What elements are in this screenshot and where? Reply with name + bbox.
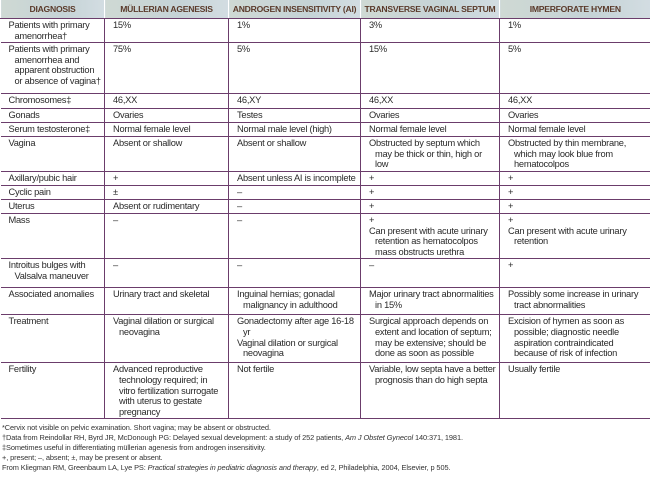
table-cell — [105, 137, 229, 172]
row-label — [1, 123, 105, 137]
cell-text: Absent or shallow — [233, 138, 357, 149]
table-cell — [361, 171, 500, 185]
row-label — [1, 19, 105, 43]
cell-text: Ovaries — [109, 110, 225, 121]
cell-text: Serum testosterone‡ — [5, 124, 102, 135]
table-cell — [229, 213, 361, 258]
cell-text: Patients with primary amenorrhea and apparent obstruction or absence of vagina† — [5, 44, 102, 86]
table-cell — [361, 123, 500, 137]
cell-text: Chromosomes‡ — [5, 95, 102, 106]
table-cell — [361, 137, 500, 172]
row-label — [1, 185, 105, 199]
table-cell — [229, 363, 361, 419]
footnote: ‡Sometimes useful in differentiating müllerian agenesis from androgen insensitivity. — [2, 443, 648, 453]
cell-text: + — [365, 201, 496, 212]
table-row — [1, 171, 650, 185]
cell-text: Gonads — [5, 110, 102, 121]
row-label — [1, 43, 105, 94]
column-header: ANDROGEN INSENSITIVITY (AI) — [229, 0, 361, 19]
cell-text: Vagina — [5, 138, 102, 149]
cell-text: Patients with primary amenorrhea† — [5, 20, 102, 41]
cell-text: Not fertile — [233, 364, 357, 375]
table-cell — [500, 363, 650, 419]
cell-text: + — [504, 215, 648, 226]
table-row — [1, 363, 650, 419]
cell-text: + — [504, 187, 648, 198]
table-cell — [361, 363, 500, 419]
row-label — [1, 94, 105, 109]
table-cell — [229, 199, 361, 213]
footnote-text: , ed 2, Philadelphia, 2004, Elsevier, p 505. — [317, 463, 451, 472]
table-row — [1, 137, 650, 172]
table-cell — [361, 315, 500, 363]
table-row — [1, 213, 650, 258]
cell-text: + — [504, 173, 648, 184]
cell-text: ± — [109, 187, 225, 198]
cell-text: 5% — [504, 44, 648, 55]
table-cell — [500, 288, 650, 315]
cell-text: + — [504, 260, 648, 271]
cell-text: Introitus bulges with Valsalva maneuver — [5, 260, 102, 281]
footnote-text: †Data from Reindollar RH, Byrd JR, McDonough PG: Delayed sexual development: a study of 252 patients, — [2, 433, 345, 442]
cell-text: 15% — [109, 20, 225, 31]
cell-text: + — [504, 201, 648, 212]
table-cell — [229, 43, 361, 94]
table-cell — [105, 288, 229, 315]
cell-text: 46,XX — [365, 95, 496, 106]
footnote — [2, 433, 648, 443]
cell-text: Advanced reproductive technology required; in vitro fertilization surrogate with uterus to gestate pregnancy — [109, 364, 225, 417]
cell-text: – — [109, 260, 225, 271]
table-row — [1, 109, 650, 123]
row-label — [1, 171, 105, 185]
table-cell — [500, 213, 650, 258]
cell-text: – — [365, 260, 496, 271]
table-row — [1, 123, 650, 137]
cell-text: Cyclic pain — [5, 187, 102, 198]
table-cell — [105, 259, 229, 288]
column-header: MÜLLERIAN AGENESIS — [105, 0, 229, 19]
table-cell — [361, 109, 500, 123]
table-cell — [500, 185, 650, 199]
footnotes — [0, 419, 650, 477]
cell-text: 46,XX — [109, 95, 225, 106]
table-cell — [229, 19, 361, 43]
table-cell — [229, 171, 361, 185]
table-cell — [361, 185, 500, 199]
cell-text: – — [233, 215, 357, 226]
cell-text: Urinary tract and skeletal — [109, 289, 225, 300]
footnote-text: 140:371, 1981. — [413, 433, 463, 442]
table-cell — [105, 43, 229, 94]
table-cell — [105, 185, 229, 199]
table-cell — [500, 199, 650, 213]
table-cell — [105, 19, 229, 43]
cell-text: Normal female level — [109, 124, 225, 135]
cell-text: Major urinary tract abnormalities in 15% — [365, 289, 496, 310]
cell-text: Obstructed by thin membrane, which may look blue from hematocolpos — [504, 138, 648, 170]
table-cell — [500, 259, 650, 288]
table-row — [1, 288, 650, 315]
cell-text: Obstructed by septum which may be thick or thin, high or low — [365, 138, 496, 170]
cell-text: 5% — [233, 44, 357, 55]
table-cell — [500, 109, 650, 123]
cell-text: 15% — [365, 44, 496, 55]
cell-text: Ovaries — [365, 110, 496, 121]
footnote: *Cervix not visible on pelvic examination. Short vagina; may be absent or obstructed. — [2, 423, 648, 433]
table-row — [1, 185, 650, 199]
cell-text: Testes — [233, 110, 357, 121]
cell-text: 1% — [233, 20, 357, 31]
footnote: +, present; –, absent; ±, may be present or absent. — [2, 453, 648, 463]
table-cell — [229, 288, 361, 315]
table-cell — [361, 259, 500, 288]
row-label — [1, 315, 105, 363]
cell-text: + — [365, 173, 496, 184]
cell-text: Mass — [5, 215, 102, 226]
table-row — [1, 19, 650, 43]
table-cell — [361, 94, 500, 109]
table-cell — [361, 43, 500, 94]
cell-text: Absent or shallow — [109, 138, 225, 149]
table-cell — [229, 94, 361, 109]
cell-text: 75% — [109, 44, 225, 55]
cell-text: Surgical approach depends on extent and location of septum; may be extensive; should be done as soon as possible — [365, 316, 496, 358]
table-cell — [105, 213, 229, 258]
cell-text: Axillary/pubic hair — [5, 173, 102, 184]
footnote — [2, 463, 648, 473]
column-header: DIAGNOSIS — [1, 0, 105, 19]
table-cell — [500, 137, 650, 172]
cell-text: Excision of hymen as soon as possible; diagnostic needle aspiration contraindicated because of risk of infection — [504, 316, 648, 358]
cell-text: Vaginal dilation or surgical neovagina — [109, 316, 225, 337]
cell-text: Can present with acute urinary retention as hematocolpos mass obstructs urethra — [365, 226, 496, 258]
table-cell — [361, 288, 500, 315]
table-cell — [361, 213, 500, 258]
cell-text: Usually fertile — [504, 364, 648, 375]
table-cell — [500, 19, 650, 43]
column-header: TRANSVERSE VAGINAL SEPTUM — [361, 0, 500, 19]
cell-text: Absent unless AI is incomplete — [233, 173, 357, 184]
row-label — [1, 259, 105, 288]
table-cell — [229, 109, 361, 123]
cell-text: 46,XX — [504, 95, 648, 106]
cell-text: Treatment — [5, 316, 102, 327]
cell-text: Possibly some increase in urinary tract abnormalities — [504, 289, 648, 310]
table-row — [1, 94, 650, 109]
cell-text: – — [109, 215, 225, 226]
table-cell — [500, 94, 650, 109]
cell-text: Inguinal hernias; gonadal malignancy in adulthood — [233, 289, 357, 310]
table-cell — [229, 185, 361, 199]
cell-text: – — [233, 187, 357, 198]
column-header: IMPERFORATE HYMEN — [500, 0, 650, 19]
cell-text: Normal female level — [365, 124, 496, 135]
table-row — [1, 199, 650, 213]
cell-text: Gonadectomy after age 16-18 yr — [233, 316, 357, 337]
table-cell — [105, 315, 229, 363]
cell-text: – — [233, 260, 357, 271]
cell-text: + — [365, 215, 496, 226]
table-cell — [105, 109, 229, 123]
cell-text: 3% — [365, 20, 496, 31]
table-cell — [105, 363, 229, 419]
cell-text: + — [365, 187, 496, 198]
journal-name: Am J Obstet Gynecol — [345, 433, 413, 442]
cell-text: + — [109, 173, 225, 184]
table-cell — [500, 315, 650, 363]
row-label — [1, 109, 105, 123]
cell-text: Absent or rudimentary — [109, 201, 225, 212]
cell-text: Ovaries — [504, 110, 648, 121]
table-cell — [229, 259, 361, 288]
cell-text: Vaginal dilation or surgical neovagina — [233, 338, 357, 359]
row-label — [1, 363, 105, 419]
table-cell — [361, 19, 500, 43]
table-row — [1, 259, 650, 288]
footnote-text: From Kliegman RM, Greenbaum LA, Lye PS: — [2, 463, 148, 472]
row-label — [1, 199, 105, 213]
table-cell — [105, 94, 229, 109]
cell-text: Fertility — [5, 364, 102, 375]
row-label — [1, 288, 105, 315]
table-row — [1, 43, 650, 94]
cell-text: 46,XY — [233, 95, 357, 106]
table-row — [1, 315, 650, 363]
cell-text: Normal male level (high) — [233, 124, 357, 135]
table-cell — [105, 199, 229, 213]
cell-text: Uterus — [5, 201, 102, 212]
cell-text: Variable, low septa have a better prognosis than do high septa — [365, 364, 496, 385]
row-label — [1, 213, 105, 258]
table-cell — [105, 171, 229, 185]
cell-text: – — [233, 201, 357, 212]
table-cell — [229, 123, 361, 137]
table-cell — [500, 123, 650, 137]
table-cell — [500, 171, 650, 185]
table-cell — [229, 137, 361, 172]
table-header-row — [1, 0, 650, 19]
row-label — [1, 137, 105, 172]
table-cell — [105, 123, 229, 137]
table-cell — [229, 315, 361, 363]
table-cell — [500, 43, 650, 94]
cell-text: Normal female level — [504, 124, 648, 135]
book-title: Practical strategies in pediatric diagnosis and therapy — [148, 463, 317, 472]
cell-text: Can present with acute urinary retention — [504, 226, 648, 247]
table-cell — [361, 199, 500, 213]
cell-text: Associated anomalies — [5, 289, 102, 300]
cell-text: 1% — [504, 20, 648, 31]
